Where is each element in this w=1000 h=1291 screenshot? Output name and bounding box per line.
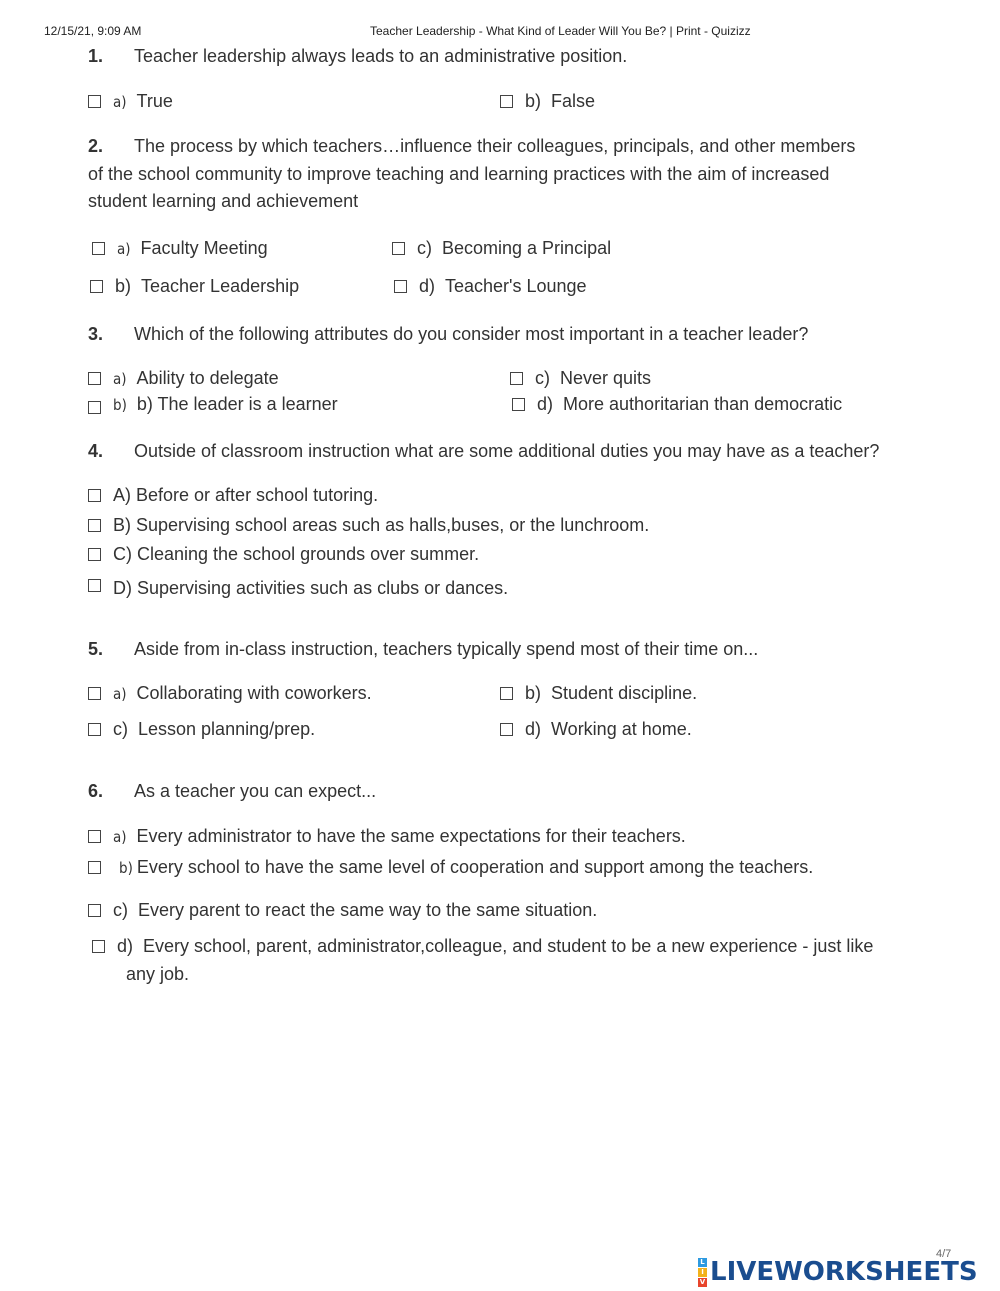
option-letter: c): [417, 238, 432, 258]
option-text: Becoming a Principal: [442, 238, 612, 258]
question-6: [88, 781, 376, 802]
option-5a[interactable]: [88, 683, 372, 704]
option-text: A) Before or after school tutoring.: [113, 485, 379, 505]
option-text: Collaborating with coworkers.: [136, 683, 372, 703]
question-text: Teacher leadership always leads to an administrative position.: [134, 46, 628, 66]
option-letter: d): [525, 719, 542, 739]
checkbox[interactable]: [88, 904, 101, 917]
option-letter: c): [113, 900, 128, 920]
option-letter: d): [419, 276, 436, 296]
option-text-line-2: any job.: [126, 964, 190, 984]
logo-tile: I: [698, 1268, 707, 1277]
option-letter: b): [525, 91, 542, 111]
page-number: 4/7: [936, 1248, 952, 1260]
option-letter: b): [525, 683, 542, 703]
option-text: Faculty Meeting: [140, 238, 268, 258]
option-3d[interactable]: [512, 394, 842, 415]
option-4b[interactable]: [88, 515, 649, 536]
option-2d[interactable]: [394, 276, 587, 297]
checkbox[interactable]: [88, 861, 101, 874]
question-number: 4.: [88, 441, 104, 461]
liveworksheets-logo: [698, 1257, 978, 1287]
option-1a[interactable]: [88, 91, 173, 112]
option-text: Every school to have the same level of cooperation and support among the teachers.: [136, 857, 814, 877]
option-text: Every parent to react the same way to the same situation.: [138, 900, 598, 920]
checkbox[interactable]: [500, 723, 513, 736]
checkbox[interactable]: [88, 372, 101, 385]
checkbox[interactable]: [92, 242, 105, 255]
option-letter: b): [119, 858, 133, 877]
checkbox[interactable]: [88, 548, 101, 561]
checkbox[interactable]: [90, 280, 103, 293]
checkbox[interactable]: [88, 579, 101, 592]
option-text: Every administrator to have the same expectations for their teachers.: [136, 826, 686, 846]
option-text: Working at home.: [551, 719, 692, 739]
option-letter: c): [113, 719, 128, 739]
question-number: 1.: [88, 46, 104, 66]
checkbox[interactable]: [500, 687, 513, 700]
option-letter: b): [115, 276, 132, 296]
question-text: As a teacher you can expect...: [134, 781, 377, 801]
option-text-line-1: Every school, parent, administrator,colleague, and student to be a new experience - just like: [143, 936, 874, 956]
option-4a[interactable]: [88, 485, 378, 506]
checkbox[interactable]: [510, 372, 523, 385]
option-1b[interactable]: [500, 91, 595, 112]
option-letter: a): [113, 369, 127, 388]
option-6c[interactable]: [88, 900, 597, 921]
option-letter: b): [113, 395, 127, 414]
question-text: Outside of classroom instruction what are some additional duties you may have as a teacher?: [134, 441, 880, 461]
question-number: 2.: [88, 136, 104, 156]
option-4d[interactable]: [88, 578, 508, 599]
option-text: D) Supervising activities such as clubs or dances.: [113, 578, 509, 598]
option-6b[interactable]: [88, 857, 813, 878]
option-text: B) Supervising school areas such as halls,buses, or the lunchroom.: [113, 515, 650, 535]
option-text: More authoritarian than democratic: [563, 394, 843, 414]
option-6d[interactable]: [92, 936, 873, 957]
question-text-line-1: The process by which teachers…influence their colleagues, principals, and other members: [134, 136, 856, 156]
option-letter: c): [535, 368, 550, 388]
question-1: [88, 46, 627, 67]
question-text: Which of the following attributes do you consider most important in a teacher leader?: [134, 324, 809, 344]
checkbox[interactable]: [88, 830, 101, 843]
option-letter: a): [113, 827, 127, 846]
print-title: Teacher Leadership - What Kind of Leader Will You Be? | Print - Quizizz: [370, 24, 751, 38]
checkbox[interactable]: [88, 723, 101, 736]
option-text: Teacher's Lounge: [445, 276, 587, 296]
question-number: 5.: [88, 639, 104, 659]
logo-tile: L: [698, 1258, 707, 1267]
checkbox[interactable]: [88, 687, 101, 700]
option-2b[interactable]: [90, 276, 299, 297]
question-number: 6.: [88, 781, 104, 801]
checkbox[interactable]: [88, 519, 101, 532]
option-3b[interactable]: [88, 394, 338, 415]
logo-tiles-icon: [698, 1258, 707, 1287]
option-4c[interactable]: [88, 544, 479, 565]
option-5d[interactable]: [500, 719, 692, 740]
checkbox[interactable]: [88, 489, 101, 502]
option-5b[interactable]: [500, 683, 697, 704]
option-5c[interactable]: [88, 719, 315, 740]
question-2: [88, 136, 855, 157]
option-text: b) The leader is a learner: [136, 394, 338, 414]
option-letter: d): [117, 936, 134, 956]
checkbox[interactable]: [92, 940, 105, 953]
logo-text: LIVEWORKSHEETS: [710, 1257, 978, 1287]
checkbox[interactable]: [512, 398, 525, 411]
option-text: True: [136, 91, 173, 111]
option-text: Student discipline.: [551, 683, 698, 703]
question-3: [88, 324, 808, 345]
option-text: Lesson planning/prep.: [138, 719, 316, 739]
option-letter: d): [537, 394, 554, 414]
print-datetime: 12/15/21, 9:09 AM: [44, 24, 142, 38]
option-text: Never quits: [560, 368, 652, 388]
option-text: False: [551, 91, 596, 111]
option-text: C) Cleaning the school grounds over summer.: [113, 544, 480, 564]
option-letter: a): [117, 239, 131, 258]
option-text: Ability to delegate: [136, 368, 279, 388]
option-2c[interactable]: [392, 238, 611, 259]
checkbox[interactable]: [392, 242, 405, 255]
option-3a[interactable]: [88, 368, 279, 389]
question-4: [88, 441, 879, 462]
checkbox[interactable]: [394, 280, 407, 293]
option-text: Teacher Leadership: [141, 276, 300, 296]
question-5: [88, 639, 758, 660]
checkbox[interactable]: [88, 95, 101, 108]
question-text-line-2: of the school community to improve teaching and learning practices with the aim of increased: [88, 164, 830, 184]
checkbox[interactable]: [500, 95, 513, 108]
option-3c[interactable]: [510, 368, 651, 389]
question-text-line-3: student learning and achievement: [88, 191, 359, 211]
option-6a[interactable]: [88, 826, 686, 847]
option-letter: a): [113, 684, 127, 703]
option-letter: a): [113, 92, 127, 111]
option-2a[interactable]: [92, 238, 268, 259]
question-number: 3.: [88, 324, 104, 344]
question-text: Aside from in-class instruction, teachers typically spend most of their time on...: [134, 639, 759, 659]
logo-tile: V: [699, 1277, 706, 1286]
checkbox[interactable]: [88, 401, 101, 414]
